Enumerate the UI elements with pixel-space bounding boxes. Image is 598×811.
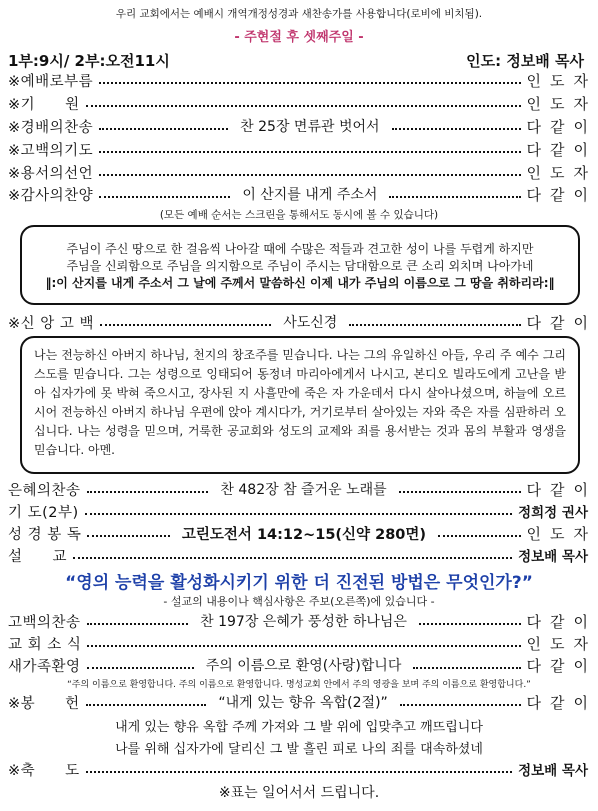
- order-participant: 인도자: [526, 163, 597, 182]
- order-row: [8, 633, 597, 653]
- dot-leader: [419, 623, 521, 625]
- creed-row: [8, 312, 598, 332]
- offering-lyric-line: 나를 위해 십자가에 달리신 그 발 흘린 피로 나의 죄를 대속하셨네: [115, 742, 483, 757]
- order-label: 은혜의찬송: [8, 482, 81, 499]
- order-participant: 다같이: [526, 140, 597, 159]
- order-label: ※기 원: [8, 96, 80, 113]
- order-label: ※감사의찬양: [8, 187, 94, 204]
- service-times: 1부:9시/ 2부:오전11시: [8, 52, 170, 70]
- dot-leader: [87, 645, 520, 647]
- order-row: [8, 70, 597, 90]
- order-content: 사도신경: [283, 315, 338, 331]
- order-label: ※고백의기도: [8, 142, 94, 159]
- order-label: 기 도(2부): [8, 504, 79, 521]
- order-content: 찬 197장 은혜가 풍성한 하나님은: [200, 614, 407, 630]
- order-participant: 다같이: [526, 480, 597, 499]
- apostles-creed-box: [20, 336, 580, 474]
- order-row: [8, 655, 598, 675]
- dot-leader: [400, 704, 521, 706]
- order-participant: 다같이: [526, 612, 597, 631]
- order-content: “내게 있는 향유 옥합(2절)”: [218, 695, 388, 711]
- order-content: 이 산지를 내게 주소서: [242, 187, 378, 203]
- welcome-note: “주의 이름으로 환영합니다. 주의 이름으로 환영합니다. 명성교회 안에서 주의 영광을 보며 주의 이름으로 환영합니다.”: [67, 680, 531, 690]
- dot-leader: [438, 535, 521, 537]
- dot-leader: [87, 667, 194, 669]
- dot-leader: [86, 105, 521, 107]
- scripture-reference: 고린도전서 14:12~15(신약 280면): [181, 526, 427, 543]
- praise-line: 주님을 신뢰함으로 주님을 의지함으로 주님이 주시는 담대함으로 큰 소리 외치며 나아가네: [66, 259, 534, 273]
- dot-leader: [99, 151, 520, 153]
- order-label: ※신 앙 고 백: [8, 315, 95, 332]
- liturgical-week-subtitle: - 주현절 후 셋째주일 -: [234, 30, 364, 45]
- standing-footnote: ※표는 일어서서 드립니다.: [218, 785, 380, 801]
- dot-leader: [99, 196, 230, 198]
- order-label: 교 회 소 식: [8, 636, 82, 653]
- praise-refrain: ‖:이 산지를 내게 주소서 그 날에 주께서 말씀하신 이제 내가 주님의 이름으로 그 땅을 취하리라:‖: [45, 276, 555, 290]
- order-participant: 인도자: [526, 94, 597, 113]
- order-row: [8, 116, 597, 136]
- dot-leader: [99, 174, 520, 176]
- dot-leader: [399, 491, 521, 493]
- order-participant: 정보배 목사: [518, 763, 588, 779]
- dot-leader: [85, 513, 512, 515]
- order-row: [8, 479, 597, 499]
- order-content: 찬 482장 참 즐거운 노래를: [220, 482, 387, 498]
- order-row: [8, 162, 597, 182]
- worship-leader: 인도: 정보배 목사: [466, 52, 584, 70]
- order-content: 주의 이름으로 환영(사랑)합니다: [205, 658, 402, 674]
- order-label: ※예배로부름: [8, 73, 94, 90]
- dot-leader: [86, 704, 207, 706]
- dot-leader: [99, 82, 520, 84]
- dot-leader: [349, 324, 520, 326]
- sermon-title: “영의 능력을 활성화시키기 위한 더 진전된 방법은 무엇인가?”: [65, 573, 533, 593]
- order-participant: 인도자: [526, 634, 597, 653]
- dot-leader: [86, 771, 512, 773]
- order-label: ※봉 헌: [8, 695, 80, 712]
- order-row: [8, 759, 588, 779]
- order-label: 고백의찬송: [8, 614, 81, 631]
- praise-lyrics-box: [20, 225, 580, 305]
- creed-text: 나는 전능하신 아버지 하나님, 천지의 창조주를 믿습니다. 나는 그의 유일하신 아들, 우리 주 예수 그리스도를 믿습니다. 그는 성령으로 잉태되어 동정녀 마리아에게서 나시고, 본디오 빌라도에게 고난을 받아 십자가에 못 박혀 죽으시고, 장사된 지 사흘만에 죽은 자 가운데서 다시 살아나셨으며, 하늘에 오르시어 전능하신 아버지 하나님 우편에 앉아 계시다가, 거기로부터 살아있는 자와 죽은 자를 심판하러 오십니다. 나는 성령을 믿으며, 거룩한 공교회와 성도의 교제와 죄를 용서받는 것과 몸의 부활과 영생을 믿습니다. 아멘.: [34, 348, 566, 457]
- order-row: [8, 93, 597, 113]
- order-participant: 정보배 목사: [518, 549, 588, 565]
- dot-leader: [73, 557, 512, 559]
- offering-lyric-line: 내게 있는 향유 옥합 주께 가져와 그 발 위에 입맞추고 깨뜨립니다: [115, 720, 483, 735]
- order-row: [8, 545, 588, 565]
- order-row: [8, 139, 597, 159]
- offering-row: [8, 692, 597, 712]
- order-row: [8, 611, 597, 631]
- order-label: 성 경 봉 독: [8, 526, 82, 543]
- order-content: 찬 25장 면류관 벗어서: [240, 119, 380, 135]
- bible-hymnal-notice: 우리 교회에서는 예배시 개역개정성경과 새찬송가를 사용합니다(로비에 비치됨).: [115, 8, 483, 20]
- order-participant: 다같이: [526, 185, 597, 204]
- order-label: ※용서의선언: [8, 165, 94, 182]
- order-label: ※축 도: [8, 762, 80, 779]
- order-participant: 다같이: [526, 693, 597, 712]
- order-row: [8, 501, 588, 521]
- order-participant: 다같이: [526, 313, 598, 332]
- dot-leader: [413, 667, 520, 669]
- dot-leader: [87, 623, 189, 625]
- order-participant: 다같이: [526, 117, 597, 136]
- dot-leader: [392, 128, 521, 130]
- order-row: [8, 184, 597, 204]
- dot-leader: [99, 128, 228, 130]
- dot-leader: [100, 324, 271, 326]
- order-row: [8, 523, 597, 543]
- order-label: 새가족환영: [8, 658, 81, 675]
- order-participant: 인도자: [526, 71, 597, 90]
- order-participant: 인도자: [526, 524, 597, 543]
- praise-line: 주님이 주신 땅으로 한 걸음씩 나아갈 때에 수많은 적들과 견고한 성이 나를 두렵게 하지만: [66, 242, 534, 256]
- order-participant: 정희정 권사: [518, 505, 588, 521]
- order-label: ※경배의찬송: [8, 119, 94, 136]
- order-label: 설 교: [8, 548, 68, 565]
- order-participant: 다같이: [526, 656, 598, 675]
- screen-note: (모든 예배 순서는 스크린을 통해서도 동시에 볼 수 있습니다): [159, 209, 439, 221]
- dot-leader: [389, 196, 520, 198]
- sermon-note: - 설교의 내용이나 핵심사항은 주보(오른쪽)에 있습니다 -: [163, 595, 435, 608]
- dot-leader: [87, 491, 209, 493]
- dot-leader: [87, 535, 170, 537]
